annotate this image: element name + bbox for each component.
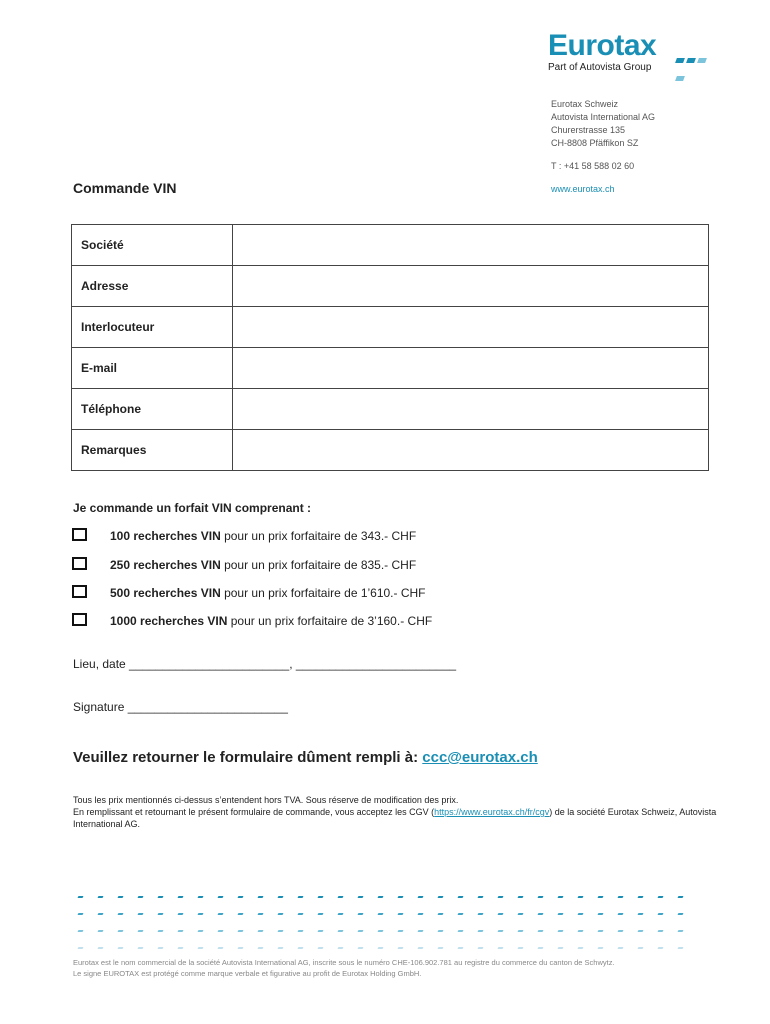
checkbox-500[interactable] <box>72 585 87 598</box>
pattern-dot <box>298 947 304 949</box>
pattern-dot <box>378 947 384 949</box>
pattern-dot <box>638 947 644 949</box>
pattern-dot <box>378 913 384 915</box>
notes-text: ) de la société Eurotax Schweiz, Autovista International AG. <box>73 807 717 829</box>
checkbox-100[interactable] <box>72 528 87 541</box>
address-line-4: CH-8808 Pfäffikon SZ <box>551 138 639 148</box>
form-label: Remarques <box>72 430 233 471</box>
pattern-dot <box>678 913 684 915</box>
pattern-dot <box>638 930 644 932</box>
pattern-dot <box>578 947 584 949</box>
return-instruction <box>73 749 538 766</box>
pattern-dot <box>418 896 424 898</box>
form-field-email[interactable] <box>233 348 709 389</box>
address-line-3: Churerstrasse 135 <box>551 125 626 135</box>
pattern-dot <box>298 896 304 898</box>
option-text: pour un prix forfaitaire de 835.- CHF <box>220 558 417 572</box>
pattern-dot <box>158 896 164 898</box>
pattern-dot <box>238 930 244 932</box>
pattern-dot <box>578 913 584 915</box>
pattern-dot <box>438 913 444 915</box>
pattern-dot <box>598 947 604 949</box>
logo-wordmark: Eurotax <box>548 29 657 62</box>
footer-line-2: Le signe EUROTAX est protégé comme marque verbale et figurative au profit de Eurotax Holding GmbH. <box>73 969 422 978</box>
pattern-dot <box>598 896 604 898</box>
pattern-dot <box>498 896 504 898</box>
form-label: Adresse <box>72 266 233 307</box>
pattern-dot <box>398 930 404 932</box>
option-bold-label: 100 recherches VIN <box>110 529 221 543</box>
pattern-dot <box>438 947 444 949</box>
cgv-link[interactable]: https://www.eurotax.ch/fr/cgv <box>434 807 550 817</box>
form-row-societe <box>72 225 709 266</box>
company-address <box>551 98 655 196</box>
place-date-line[interactable]: Lieu, date ________________________, ________________________ <box>73 657 457 671</box>
pattern-dot <box>658 930 664 932</box>
page-title: Commande VIN <box>73 180 177 196</box>
pattern-dot <box>458 913 464 915</box>
pattern-dot <box>518 930 524 932</box>
pattern-dot <box>118 947 124 949</box>
pattern-dot <box>618 896 624 898</box>
pattern-dot <box>398 947 404 949</box>
pattern-dot <box>218 896 224 898</box>
pattern-dot <box>498 913 504 915</box>
pattern-dot <box>118 930 124 932</box>
pattern-dot <box>178 947 184 949</box>
pattern-dot <box>418 913 424 915</box>
pattern-dot <box>318 913 324 915</box>
pattern-dot <box>578 896 584 898</box>
pattern-dot <box>298 930 304 932</box>
pattern-dot <box>598 930 604 932</box>
pattern-dot <box>178 930 184 932</box>
pattern-dot <box>178 913 184 915</box>
pattern-dot <box>278 947 284 949</box>
checkbox-250[interactable] <box>72 557 87 570</box>
pattern-dot <box>518 947 524 949</box>
pattern-dot <box>278 896 284 898</box>
pattern-dot <box>538 896 544 898</box>
pattern-dot <box>478 896 484 898</box>
pattern-dot <box>678 947 684 949</box>
pattern-dot <box>178 896 184 898</box>
pattern-dot <box>378 896 384 898</box>
form-row-adresse <box>72 266 709 307</box>
address-phone: T : +41 58 588 02 60 <box>551 161 635 171</box>
address-line-1: Eurotax Schweiz <box>551 99 619 109</box>
pattern-dot <box>558 896 564 898</box>
package-intro: Je commande un forfait VIN comprenant : <box>73 501 312 515</box>
legal-footer <box>73 957 713 979</box>
pattern-dot <box>438 930 444 932</box>
footer-line-1: Eurotax est le nom commercial de la société Autovista International AG, inscrite sous le numéro CHE-106.902.781 au registre du commerce du canton de Schwytz. <box>73 958 615 967</box>
checkbox-1000[interactable] <box>72 613 87 626</box>
signature-line[interactable]: Signature ________________________ <box>73 700 288 714</box>
pattern-dot <box>298 913 304 915</box>
pattern-dot <box>518 913 524 915</box>
pattern-dot <box>78 947 84 949</box>
form-label: Téléphone <box>72 389 233 430</box>
pattern-dot <box>358 947 364 949</box>
form-label: Interlocuteur <box>72 307 233 348</box>
pattern-dot <box>338 947 344 949</box>
pattern-dot <box>358 896 364 898</box>
pattern-dot <box>578 930 584 932</box>
pattern-dot <box>318 947 324 949</box>
pattern-dot <box>138 913 144 915</box>
pattern-dot <box>78 930 84 932</box>
terms-notes <box>73 794 733 830</box>
pattern-dot <box>598 913 604 915</box>
pattern-dot <box>538 930 544 932</box>
pattern-dot <box>338 913 344 915</box>
pattern-dot <box>538 913 544 915</box>
form-field-remarques[interactable] <box>233 430 709 471</box>
pattern-dot <box>398 913 404 915</box>
pattern-dot <box>518 896 524 898</box>
pattern-dot <box>418 947 424 949</box>
pattern-dot <box>478 947 484 949</box>
pattern-dot <box>558 930 564 932</box>
pattern-dot <box>618 913 624 915</box>
notes-line-2 <box>73 806 733 830</box>
pattern-dot <box>638 913 644 915</box>
pattern-dot <box>658 913 664 915</box>
pattern-dot <box>98 896 104 898</box>
pattern-dot <box>478 913 484 915</box>
pattern-dot <box>258 930 264 932</box>
pattern-dot <box>198 930 204 932</box>
pattern-dot <box>678 896 684 898</box>
pattern-dot <box>278 930 284 932</box>
pattern-dot <box>198 947 204 949</box>
form-field-adresse[interactable] <box>233 266 709 307</box>
notes-line-1: Tous les prix mentionnés ci-dessus s’entendent hors TVA. Sous réserve de modification des prix. <box>73 795 459 805</box>
pattern-dot <box>198 913 204 915</box>
pattern-dot <box>378 930 384 932</box>
return-text: Veuillez retourner le formulaire dûment rempli à: <box>73 749 423 766</box>
pattern-dot <box>618 930 624 932</box>
form-field-telephone[interactable] <box>233 389 709 430</box>
pattern-dot <box>258 913 264 915</box>
pattern-dot <box>498 947 504 949</box>
pattern-dot <box>158 913 164 915</box>
form-label: Société <box>72 225 233 266</box>
pattern-dot <box>318 930 324 932</box>
pattern-dot <box>98 930 104 932</box>
form-row-interlocuteur <box>72 307 709 348</box>
option-bold-label: 1000 recherches VIN <box>110 614 228 628</box>
pattern-dot <box>558 913 564 915</box>
pattern-dot <box>118 896 124 898</box>
order-form-table <box>71 224 709 471</box>
option-text: pour un prix forfaitaire de 1’610.- CHF <box>220 586 426 600</box>
pattern-dot <box>338 896 344 898</box>
pattern-dot <box>138 896 144 898</box>
address-website-link[interactable]: www.eurotax.ch <box>551 184 615 194</box>
decorative-dot-pattern <box>78 888 698 948</box>
notes-text: En remplissant et retournant le présent formulaire de commande, vous acceptez les CGV ( <box>73 807 435 817</box>
pattern-dot <box>278 913 284 915</box>
pattern-dot <box>498 930 504 932</box>
option-bold-label: 250 recherches VIN <box>110 558 221 572</box>
pattern-dot <box>618 947 624 949</box>
pattern-dot <box>258 896 264 898</box>
pattern-dot <box>158 930 164 932</box>
pattern-dot <box>458 930 464 932</box>
pattern-dot <box>418 930 424 932</box>
logo-subtitle: Part of Autovista Group <box>548 62 652 73</box>
pattern-dot <box>218 930 224 932</box>
pattern-dot <box>338 930 344 932</box>
return-email-link[interactable]: ccc@eurotax.ch <box>422 749 538 766</box>
eurotax-logo <box>548 30 718 80</box>
pattern-dot <box>358 913 364 915</box>
pattern-dot <box>78 896 84 898</box>
pattern-dot <box>638 896 644 898</box>
pattern-dot <box>198 896 204 898</box>
pattern-dot <box>538 947 544 949</box>
form-field-societe[interactable] <box>233 225 709 266</box>
pattern-dot <box>258 947 264 949</box>
pattern-dot <box>558 947 564 949</box>
form-row-email <box>72 348 709 389</box>
pattern-dot <box>218 913 224 915</box>
pattern-dot <box>138 947 144 949</box>
pattern-dot <box>218 947 224 949</box>
pattern-dot <box>238 947 244 949</box>
form-field-interlocuteur[interactable] <box>233 307 709 348</box>
pattern-dot <box>358 930 364 932</box>
pattern-dot <box>458 896 464 898</box>
pattern-dot <box>98 913 104 915</box>
pattern-dot <box>318 896 324 898</box>
option-text: pour un prix forfaitaire de 343.- CHF <box>220 529 417 543</box>
address-line-2: Autovista International AG <box>551 112 656 122</box>
pattern-dot <box>78 913 84 915</box>
form-row-remarques <box>72 430 709 471</box>
pattern-dot <box>438 896 444 898</box>
form-label: E-mail <box>72 348 233 389</box>
pattern-dot <box>398 896 404 898</box>
pattern-dot <box>138 930 144 932</box>
form-row-telephone <box>72 389 709 430</box>
pattern-dot <box>158 947 164 949</box>
pattern-dot <box>658 896 664 898</box>
pattern-dot <box>238 896 244 898</box>
pattern-dot <box>678 930 684 932</box>
eurotax-dots-logo-icon <box>676 50 718 86</box>
pattern-dot <box>458 947 464 949</box>
option-bold-label: 500 recherches VIN <box>110 586 221 600</box>
pattern-dot <box>118 913 124 915</box>
option-text: pour un prix forfaitaire de 3’160.- CHF <box>227 614 433 628</box>
pattern-dot <box>478 930 484 932</box>
pattern-dot <box>238 913 244 915</box>
pattern-dot <box>98 947 104 949</box>
pattern-dot <box>658 947 664 949</box>
